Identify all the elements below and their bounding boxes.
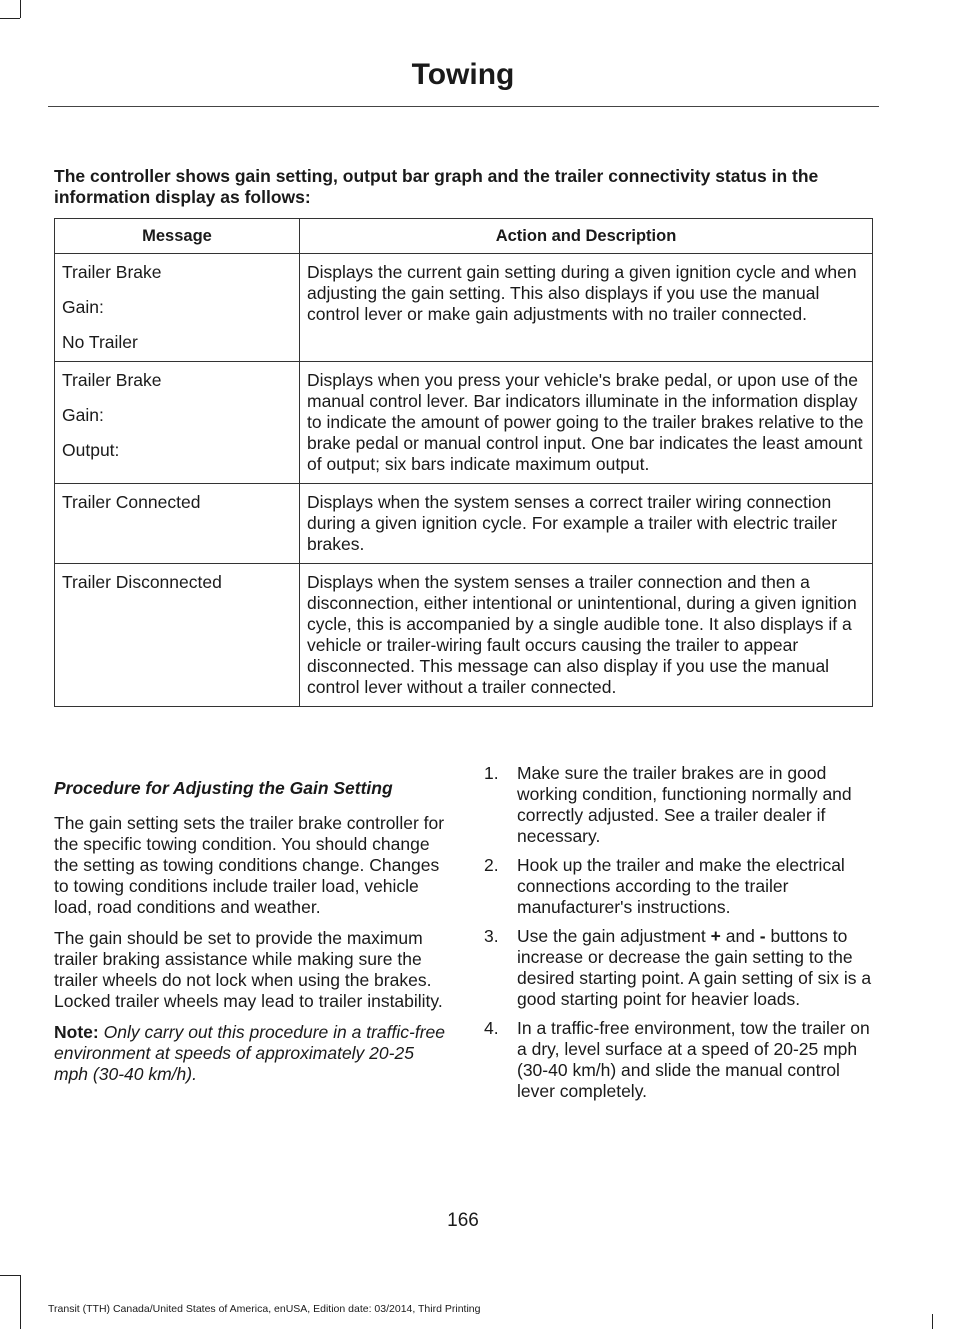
step-text-part: buttons to increase or decrease the gain setting to the desired starting point. A gain setting of six is a good starting point for heavier loads. [517,926,872,1009]
note-label: Note: [54,1022,99,1042]
table-row [55,564,873,707]
step-text: Hook up the trailer and make the electrical connections according to the trailer manufacturer's instructions. [517,855,845,917]
crop-mark [20,0,21,18]
procedure-heading: Procedure for Adjusting the Gain Setting [54,778,393,798]
title-divider [48,106,879,107]
message-line: Gain: [62,297,104,317]
message-cell [55,254,300,362]
table-row [55,254,873,362]
table-header-row [55,219,873,254]
page-number: 166 [447,1210,479,1231]
table-row [55,362,873,484]
step-text-part: and [725,926,755,946]
procedure-paragraph: The gain setting sets the trailer brake controller for the specific towing condition. You should change the setting as towing conditions change. Changes to towing conditions include trailer load, vehicle load, road conditions and weather. [54,813,445,917]
column-header-message: Message [55,219,300,254]
list-item [484,855,876,918]
plus-icon: + [710,926,721,946]
page-title: Towing [411,58,515,91]
note [54,1022,446,1085]
list-item [484,763,876,847]
message-line: Output: [62,440,120,460]
procedure-left-column [54,778,446,1095]
step-number: 4. [484,1018,499,1038]
message-cell [55,484,300,564]
crop-mark [932,1314,933,1329]
step-number: 1. [484,763,499,783]
step-text [517,926,876,1010]
message-line: Trailer Connected [62,492,201,512]
step-number: 3. [484,926,499,946]
list-item [484,926,876,1010]
description-cell: Displays the current gain setting during a given ignition cycle and when adjusting the gain setting. This also displays if you use the manual control lever or make gain adjustments with no trailer connected. [300,254,873,362]
step-number: 2. [484,855,499,875]
step-text: In a traffic-free environment, tow the trailer on a dry, level surface at a speed of 20-25 mph (30-40 km/h) and slide the manual control lever completely. [517,1018,870,1101]
description-cell: Displays when you press your vehicle's brake pedal, or upon use of the manual control lever. Bar indicators illuminate in the information display to indicate the amount of power going to the trailer brakes relative to the brake pedal or manual control input. One bar indicates the least amount of output; six bars indicate maximum output. [300,362,873,484]
step-text-part: Use the gain adjustment [517,926,706,946]
description-cell: Displays when the system senses a correct trailer wiring connection during a given ignition cycle. For example a trailer with electric trailer brakes. [300,484,873,564]
crop-mark [20,1275,21,1329]
list-item [484,1018,876,1102]
procedure-paragraph: The gain should be set to provide the maximum trailer braking assistance while making sure the trailer wheels do not lock when using the brakes. Locked trailer wheels may lead to trailer instability. [54,928,443,1011]
step-text: Make sure the trailer brakes are in good working condition, functioning normally and correctly adjusted. See a trailer dealer if necessary. [517,763,852,846]
minus-icon: - [759,926,766,946]
description-cell: Displays when the system senses a trailer connection and then a disconnection, either intentional or unintentional, during a given ignition cycle, this is accompanied by a single audible tone. It also displays if a vehicle or trailer-wiring fault occurs causing the trailer to appear disconnected. This message can also display if you use the manual control lever without a trailer connected. [300,564,873,707]
message-cell [55,564,300,707]
footer-text: Transit (TTH) Canada/United States of America, enUSA, Edition date: 03/2014, Third Printing [48,1303,481,1315]
note-text: Only carry out this procedure in a traffic-free environment at speeds of approximately 20-25 mph (30-40 km/h). [54,1022,445,1084]
crop-mark [0,18,20,19]
intro-text: The controller shows gain setting, output bar graph and the trailer connectivity status in the information display as follows: [54,166,819,207]
table-row [55,484,873,564]
procedure-steps [484,763,876,1110]
column-header-description: Action and Description [300,219,873,254]
message-line: Trailer Brake [62,262,162,282]
message-line: No Trailer [62,332,138,352]
crop-mark [0,1275,20,1276]
message-cell [55,362,300,484]
message-line: Gain: [62,405,104,425]
message-table [54,218,873,707]
message-line: Trailer Disconnected [62,572,222,592]
message-line: Trailer Brake [62,370,162,390]
